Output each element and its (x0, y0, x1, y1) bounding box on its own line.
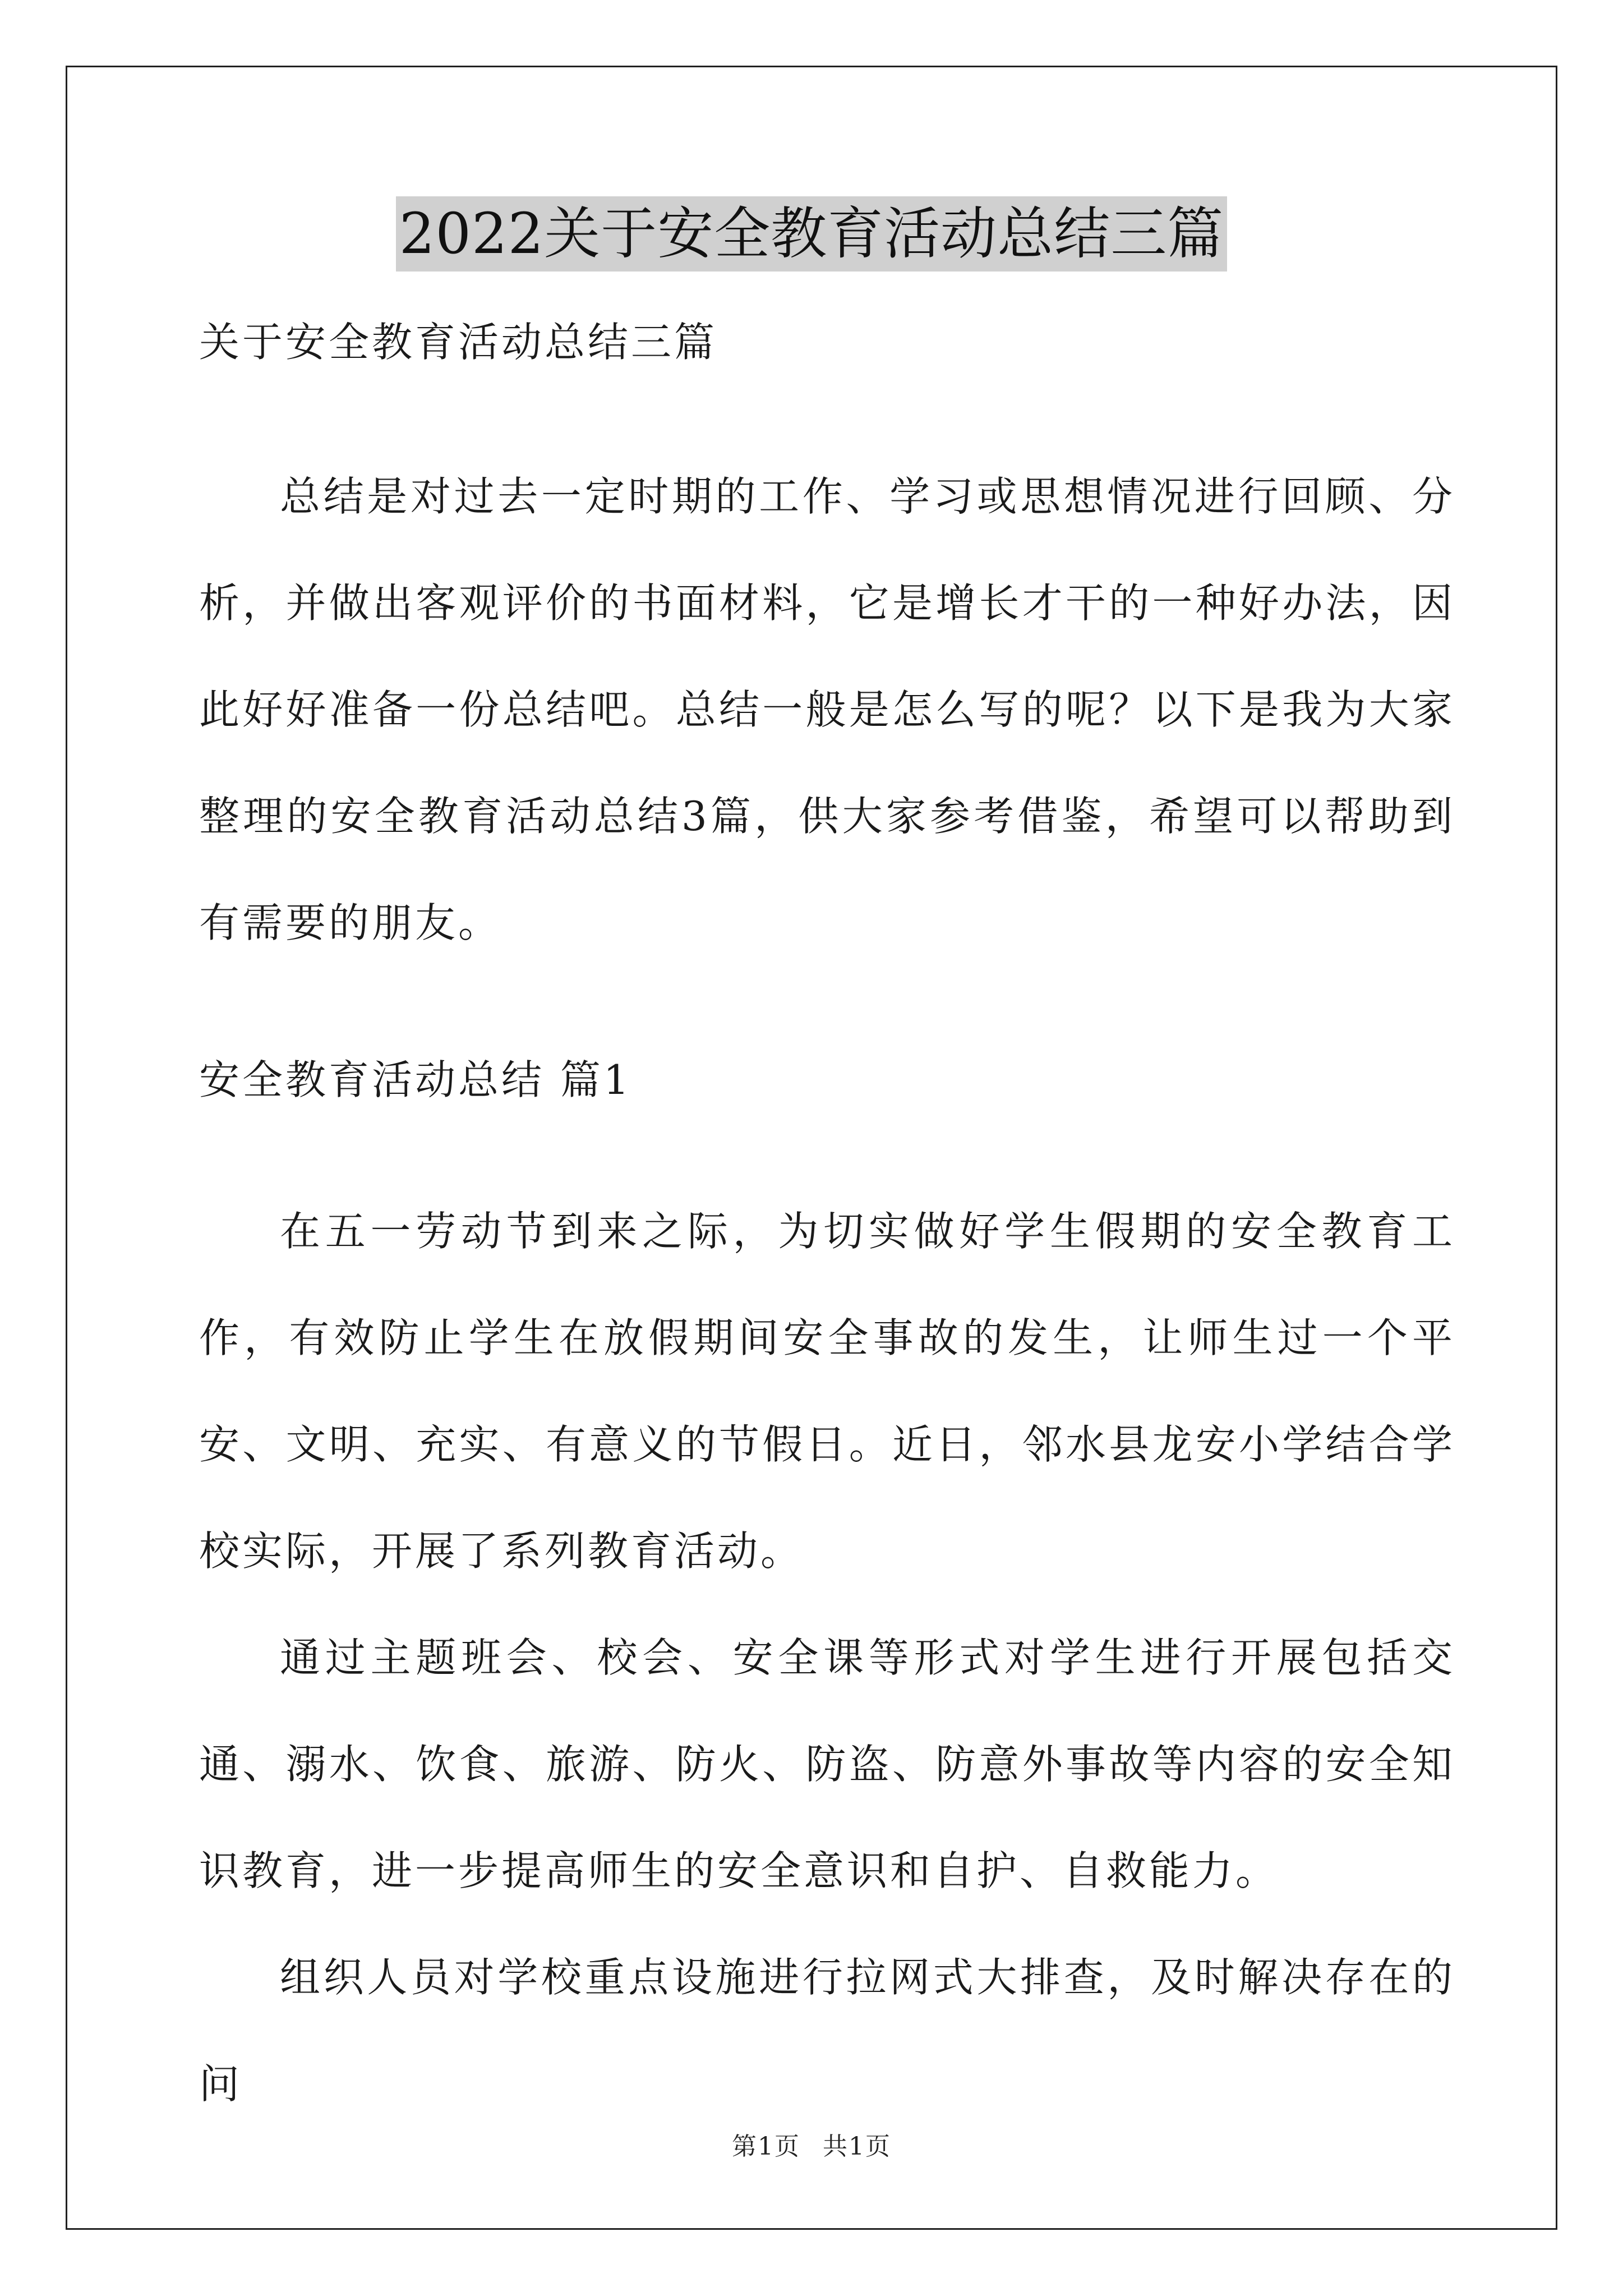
body-paragraph-2: 通过主题班会、校会、安全课等形式对学生进行开展包括交通、溺水、饮食、旅游、防火、防盗、防意外事故等内容的安全知识教育，进一步提高师生的安全意识和自护、自救能力。 (199, 1634, 1455, 1894)
intro-paragraph: 总结是对过去一定时期的工作、学习或思想情况进行回顾、分析，并做出客观评价的书面材料，它是增长才干的一种好办法，因此好好准备一份总结吧。总结一般是怎么写的呢？以下是我为大家整理的安全教育活动总结3篇，供大家参考借鉴，希望可以帮助到有需要的朋友。 (199, 473, 1455, 946)
body-paragraph-1: 在五一劳动节到来之际，为切实做好学生假期的安全教育工作，有效防止学生在放假期间安全事故的发生，让师生过一个平安、文明、充实、有意义的节假日。近日，邻水县龙安小学结合学校实际，开展了系列教育活动。 (199, 1208, 1455, 1575)
page-footer (0, 2126, 1623, 2162)
document-subtitle: 关于安全教育活动总结三篇 (199, 319, 718, 366)
document-title: 2022关于安全教育活动总结三篇 (396, 196, 1228, 272)
body-paragraph-3: 组织人员对学校重点设施进行拉网式大排查，及时解决存在的问 (199, 1954, 1455, 2108)
section-heading: 安全教育活动总结 篇1 (199, 1056, 632, 1103)
title-container (0, 196, 1623, 272)
page-number-total: 共1页 (823, 2132, 891, 2161)
page-number-current: 第1页 (732, 2132, 800, 2161)
